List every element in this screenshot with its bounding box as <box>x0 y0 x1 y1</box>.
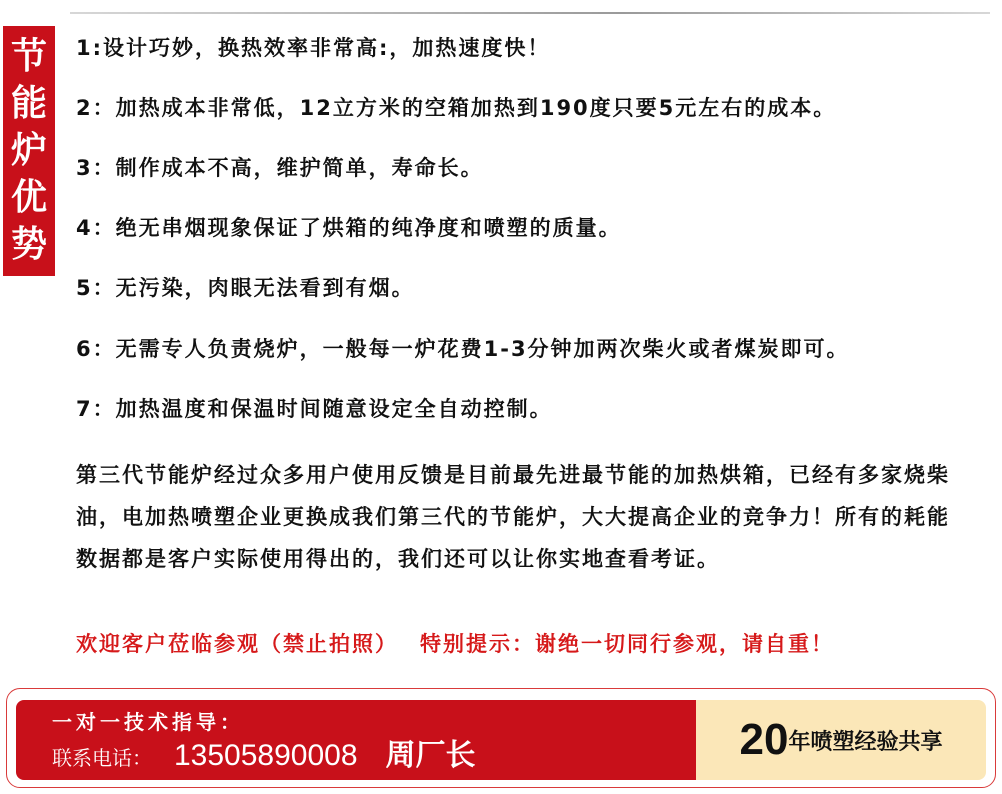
advantage-item: 3：制作成本不高，维护简单，寿命长。 <box>76 156 484 180</box>
years-number: 20 <box>739 715 789 764</box>
banner-char: 势 <box>10 223 47 265</box>
phone-number[interactable]: 13505890008 <box>174 739 358 772</box>
years-text: 年喷塑经验共享 <box>788 729 943 755</box>
contact-label: 联系电话： <box>52 746 152 770</box>
advantage-item: 6：无需专人负责烧炉，一般每一炉花费1-3分钟加两次柴火或者煤炭即可。 <box>76 337 850 361</box>
notice-line <box>76 628 834 658</box>
advantage-item: 5：无污染，肉眼无法看到有烟。 <box>76 276 415 300</box>
visit-welcome-text: 欢迎客户莅临参观（禁止拍照） <box>76 632 398 656</box>
description-paragraph: 第三代节能炉经过众多用户使用反馈是目前最先进最节能的加热烘箱，已经有多家烧柴油，电加热喷塑企业更换成我们第三代的节能炉，大大提高企业的竞争力！所有的耗能数据都是客户实际使用得出的，我们还可以让你实地查看考证。 <box>76 463 950 571</box>
top-divider <box>70 12 990 14</box>
advantage-item: 7：加热温度和保温时间随意设定全自动控制。 <box>76 397 553 421</box>
experience-panel <box>696 700 986 780</box>
contact-name: 周厂长 <box>385 738 476 773</box>
banner-char: 炉 <box>10 129 47 171</box>
banner-char: 节 <box>10 36 47 78</box>
special-notice-text: 特别提示：谢绝一切同行参观，请自重！ <box>420 632 834 656</box>
side-banner <box>3 26 55 276</box>
banner-char: 能 <box>10 83 47 125</box>
banner-char: 优 <box>10 176 47 218</box>
advantage-item: 4：绝无串烟现象保证了烘箱的纯净度和喷塑的质量。 <box>76 216 622 240</box>
advantage-item: 1:设计巧妙，换热效率非常高:，加热速度快！ <box>76 36 551 60</box>
advantage-item: 2：加热成本非常低，12立方米的空箱加热到190度只要5元左右的成本。 <box>76 96 837 120</box>
contact-row <box>52 730 476 774</box>
guide-label: 一对一技术指导： <box>52 710 244 734</box>
